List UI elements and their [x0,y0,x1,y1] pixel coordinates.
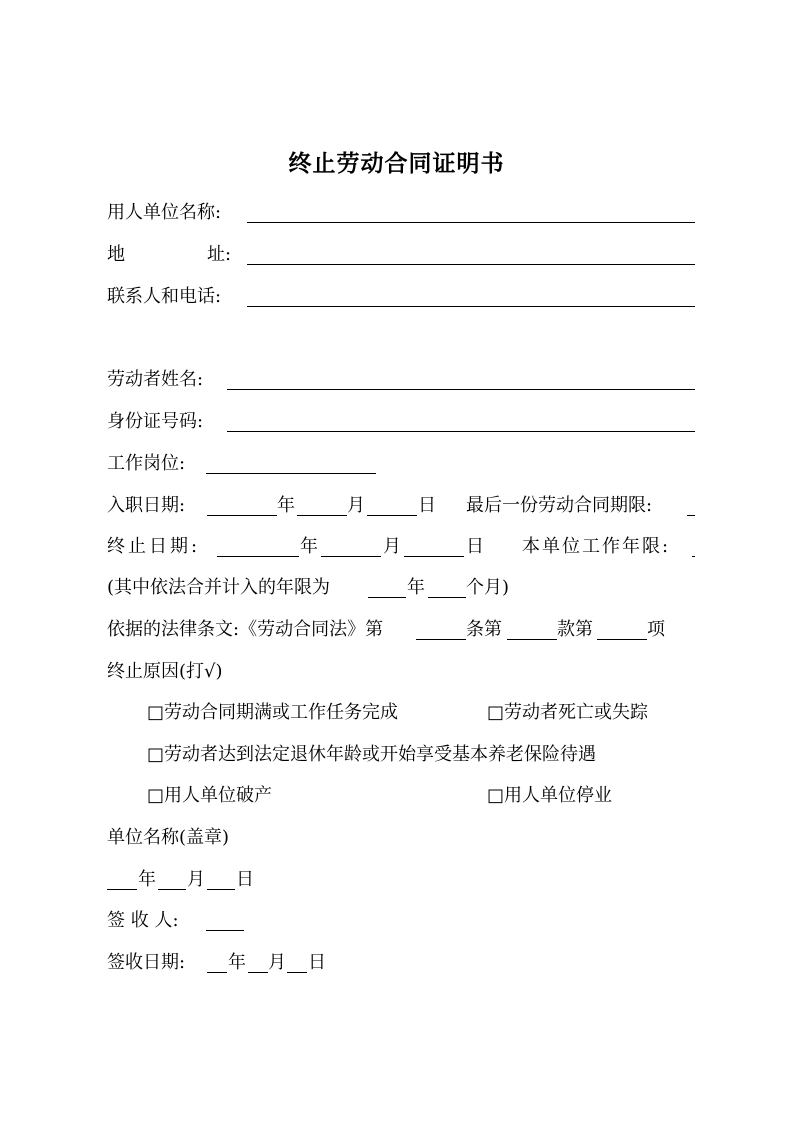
address-label-right: 址: [207,244,232,265]
merged-years-prefix: (其中依法合并计入的年限为 [107,577,331,598]
merged-years-field[interactable] [368,597,406,598]
receipt-year-field[interactable] [207,972,227,973]
hire-month-unit: 月 [347,495,365,516]
contact-field[interactable] [247,306,695,307]
hire-year-unit: 年 [277,495,295,516]
document-title: 终止劳动合同证明书 [288,150,505,177]
contact-label: 联系人和电话: [107,286,222,307]
end-year-field[interactable] [217,556,299,557]
receipt-day-unit: 日 [308,952,326,973]
reason-retirement[interactable]: □劳动者达到法定退休年龄或开始享受基本养老保险待遇 [147,744,597,765]
position-label: 工作岗位: [107,453,186,474]
merged-years-unit: 年 [407,577,425,598]
article-unit: 条第 [466,619,502,640]
service-years-field[interactable] [692,556,695,557]
end-day-unit: 日 [466,536,484,557]
merged-months-unit: 个月) [466,577,510,598]
reason-contract-expired[interactable]: □劳动合同期满或工作任务完成 [147,702,399,723]
item-unit: 项 [647,619,665,640]
merged-months-field[interactable] [428,597,466,598]
receipt-year-unit: 年 [228,952,246,973]
end-day-field[interactable] [404,556,464,557]
id-number-label: 身份证号码: [107,411,204,432]
seal-year-field[interactable] [107,889,137,890]
reason-business-suspended[interactable]: □用人单位停业 [487,785,613,806]
last-contract-field[interactable] [687,515,695,516]
end-date-label: 终止日期: [107,536,201,557]
id-number-field[interactable] [227,431,695,432]
service-years-label: 本单位工作年限: [522,536,671,557]
paragraph-field[interactable] [507,639,557,640]
receiver-field[interactable] [206,930,244,931]
end-month-unit: 月 [383,536,401,557]
employer-name-field[interactable] [247,222,695,223]
worker-name-field[interactable] [227,389,695,390]
seal-year-unit: 年 [138,869,156,890]
position-field[interactable] [206,473,376,474]
hire-day-unit: 日 [418,495,436,516]
receipt-month-field[interactable] [248,972,268,973]
legal-basis-prefix: 依据的法律条文:《劳动合同法》第 [107,619,384,640]
seal-month-field[interactable] [158,889,186,890]
address-field[interactable] [247,264,695,265]
hire-day-field[interactable] [367,515,417,516]
seal-day-unit: 日 [236,869,254,890]
end-year-unit: 年 [300,536,318,557]
end-month-field[interactable] [321,556,381,557]
article-field[interactable] [416,639,466,640]
worker-name-label: 劳动者姓名: [107,369,204,390]
hire-date-label: 入职日期: [107,495,186,516]
hire-month-field[interactable] [297,515,347,516]
receiver-label: 签 收 人: [107,910,179,931]
hire-year-field[interactable] [207,515,277,516]
reason-bankruptcy[interactable]: □用人单位破产 [147,785,273,806]
employer-name-label: 用人单位名称: [107,202,222,223]
receipt-day-field[interactable] [287,972,307,973]
reason-worker-deceased[interactable]: □劳动者死亡或失踪 [487,702,649,723]
reason-label: 终止原因(打√) [107,661,223,682]
seal-day-field[interactable] [207,889,235,890]
seal-month-unit: 月 [187,869,205,890]
item-field[interactable] [597,639,647,640]
receipt-date-label: 签收日期: [107,952,186,973]
paragraph-unit: 款第 [557,619,593,640]
last-contract-label: 最后一份劳动合同期限: [466,495,653,516]
unit-seal-label: 单位名称(盖章) [107,827,230,848]
address-label-left: 地 [107,244,125,265]
receipt-month-unit: 月 [268,952,286,973]
